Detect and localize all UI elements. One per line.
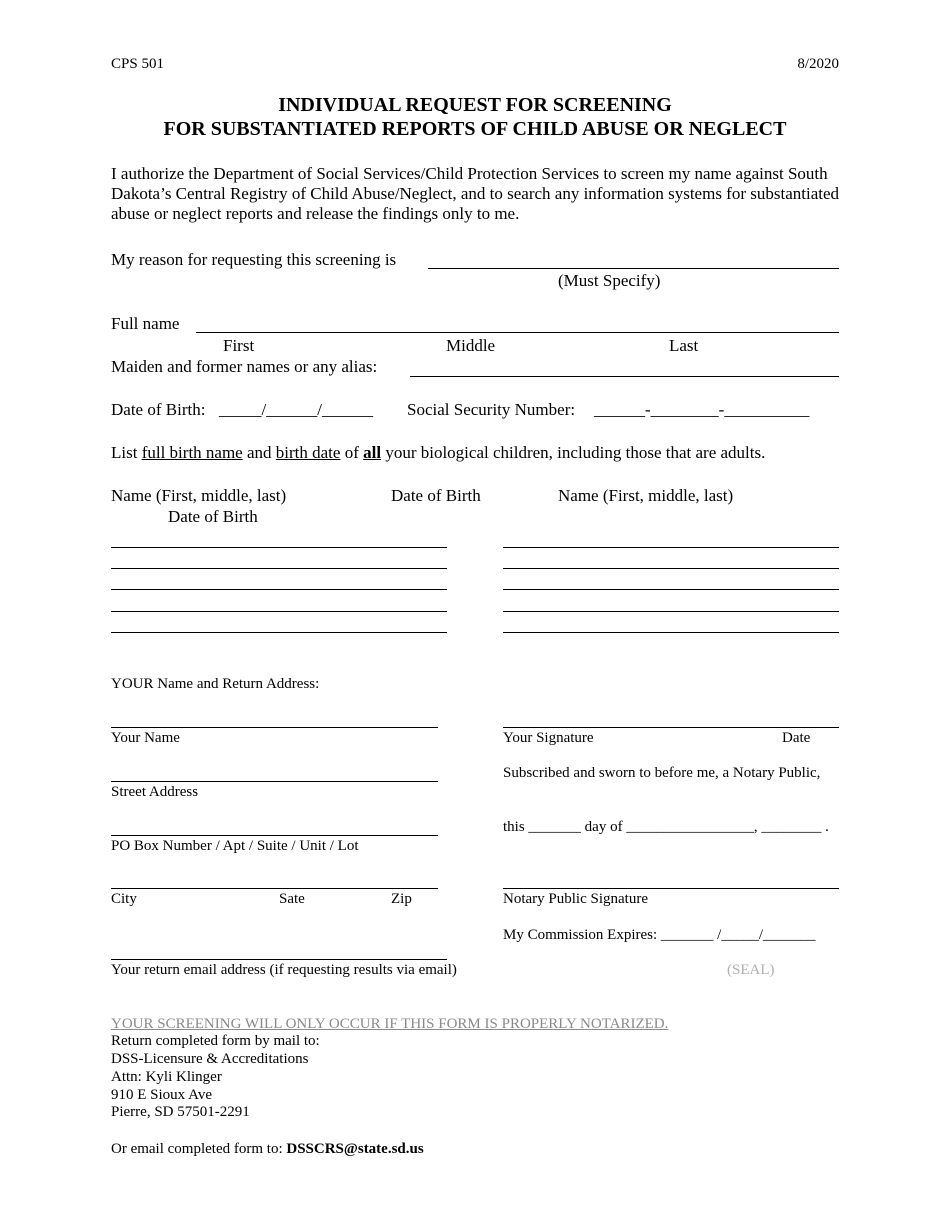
your-name-field[interactable] <box>111 727 438 728</box>
child-field-right-5[interactable] <box>503 632 839 633</box>
city-state-zip-field[interactable] <box>111 888 438 889</box>
commission-expires-field[interactable]: My Commission Expires: _______ /_____/_______ <box>503 927 816 943</box>
return-line-2: DSS-Licensure & Accreditations <box>111 1051 309 1067</box>
reason-field[interactable] <box>428 268 839 269</box>
seal-placeholder: (SEAL) <box>727 962 775 978</box>
full-name-field[interactable] <box>196 332 839 333</box>
notary-signature-caption: Notary Public Signature <box>503 891 648 907</box>
your-name-caption: Your Name <box>111 730 180 746</box>
child-field-left-4[interactable] <box>111 611 447 612</box>
full-name-label: Full name <box>111 314 180 333</box>
child-field-left-3[interactable] <box>111 589 447 590</box>
signature-caption: Your Signature <box>503 730 594 746</box>
middle-name-caption: Middle <box>446 336 496 355</box>
state-caption: Sate <box>279 891 305 907</box>
child-field-right-4[interactable] <box>503 611 839 612</box>
first-name-caption: First <box>223 336 255 355</box>
dob-label: Date of Birth: <box>111 400 206 419</box>
notarization-warning: YOUR SCREENING WILL ONLY OCCUR IF THIS FORM IS PROPERLY NOTARIZED. <box>111 1016 669 1032</box>
po-box-field[interactable] <box>111 835 438 836</box>
ssn-field[interactable]: ______-________-__________ <box>594 400 810 419</box>
email-caption: Your return email address (if requesting results via email) <box>111 962 457 978</box>
return-line-4: 910 E Sioux Ave <box>111 1087 212 1103</box>
children-dob-header-right: Date of Birth <box>168 507 258 526</box>
children-name-header-right: Name (First, middle, last) <box>558 486 734 505</box>
child-field-right-3[interactable] <box>503 589 839 590</box>
child-field-left-5[interactable] <box>111 632 447 633</box>
notary-day-field[interactable]: this _______ day of _________________, ________ . <box>503 819 829 835</box>
signature-field[interactable] <box>503 727 839 728</box>
maiden-label: Maiden and former names or any alias: <box>111 357 378 376</box>
form-code: CPS 501 <box>111 56 164 72</box>
authorization-text: I authorize the Department of Social Services/Child Protection Services to screen my name against South Dakota’s Central Registry of Child Abuse/Neglect, and to search any information systems for substantiated abuse or neglect reports and release the findings only to me. <box>111 164 840 223</box>
street-field[interactable] <box>111 781 438 782</box>
child-field-left-1[interactable] <box>111 547 447 548</box>
zip-caption: Zip <box>391 891 412 907</box>
form-date: 8/2020 <box>797 56 839 72</box>
child-field-left-2[interactable] <box>111 568 447 569</box>
children-dob-header-left: Date of Birth <box>391 486 481 505</box>
return-line-5: Pierre, SD 57501-2291 <box>111 1104 250 1120</box>
reason-label: My reason for requesting this screening is <box>111 250 397 269</box>
last-name-caption: Last <box>669 336 699 355</box>
return-line-1: Return completed form by mail to: <box>111 1033 320 1049</box>
return-address-heading: YOUR Name and Return Address: <box>111 676 320 692</box>
street-caption: Street Address <box>111 784 199 800</box>
signature-date-caption: Date <box>782 730 811 746</box>
email-instruction: Or email completed form to: DSSCRS@state.sd.us <box>111 1141 424 1157</box>
notary-signature-field[interactable] <box>503 888 839 889</box>
maiden-field[interactable] <box>410 376 839 377</box>
children-instruction: List full birth name and birth date of all your biological children, including those that are adults. <box>111 443 766 462</box>
subscribed-text: Subscribed and sworn to before me, a Notary Public, <box>503 765 821 781</box>
city-caption: City <box>111 891 137 907</box>
child-field-right-1[interactable] <box>503 547 839 548</box>
po-box-caption: PO Box Number / Apt / Suite / Unit / Lot <box>111 838 359 854</box>
return-email-address[interactable]: DSSCRS@state.sd.us <box>286 1141 424 1157</box>
return-line-3: Attn: Kyli Klinger <box>111 1069 222 1085</box>
children-name-header-left: Name (First, middle, last) <box>111 486 287 505</box>
form-title-line2: FOR SUBSTANTIATED REPORTS OF CHILD ABUSE OR NEGLECT <box>163 118 787 140</box>
ssn-label: Social Security Number: <box>407 400 576 419</box>
dob-field[interactable]: _____/______/______ <box>219 400 373 419</box>
child-field-right-2[interactable] <box>503 568 839 569</box>
email-field[interactable] <box>111 959 447 960</box>
reason-sublabel: (Must Specify) <box>558 271 661 290</box>
form-title-line1: INDIVIDUAL REQUEST FOR SCREENING <box>278 94 672 116</box>
